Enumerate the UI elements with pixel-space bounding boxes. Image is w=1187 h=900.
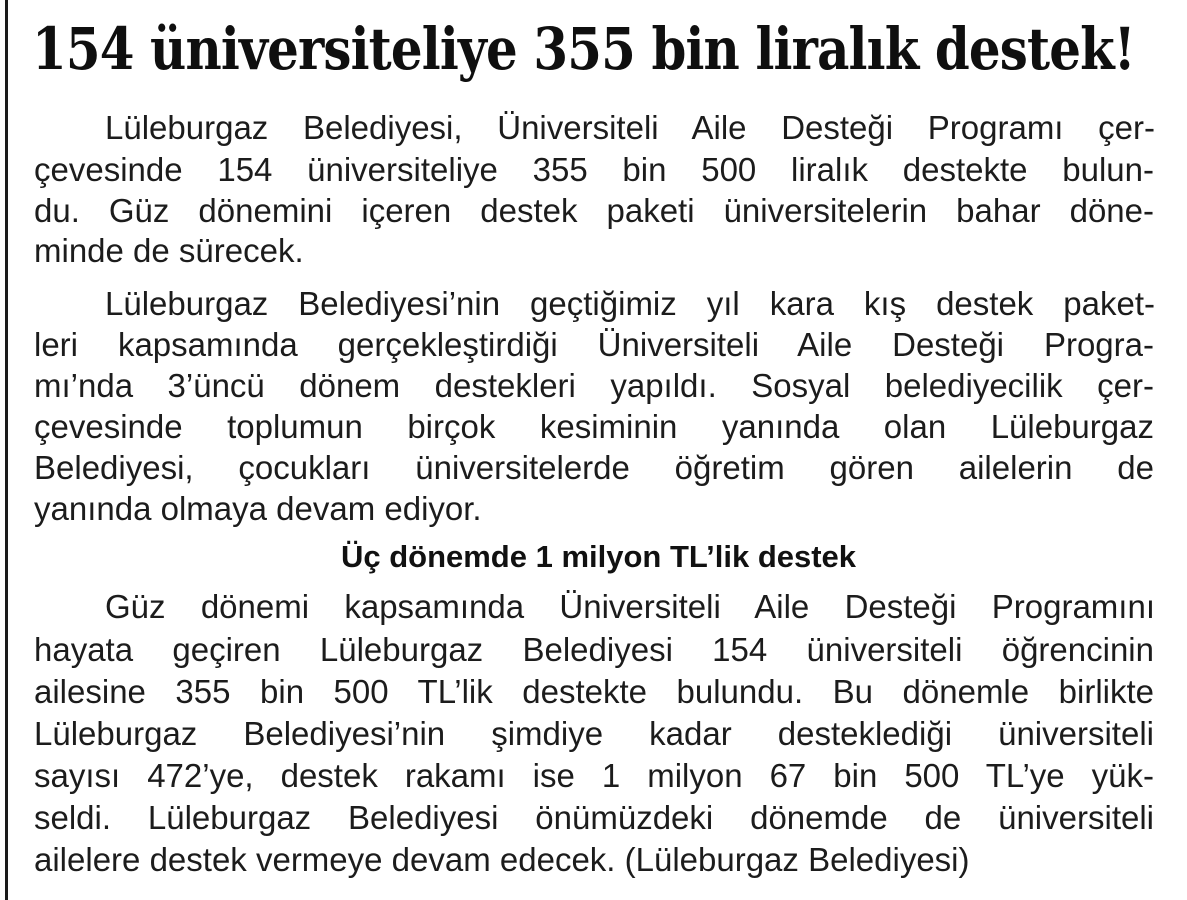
paragraph-3-line-3: ailesine 355 bin 500 TL’lik destekte bulundu. Bu dönemle birlikte — [34, 673, 1154, 710]
paragraph-1-line-3: du. Güz dönemini içeren destek paketi üniversitelerin bahar döne- — [34, 192, 1154, 229]
paragraph-2-line-4: çevesinde toplumun birçok kesiminin yanında olan Lüleburgaz — [34, 408, 1154, 445]
paragraph-3-line-2: hayata geçiren Lüleburgaz Belediyesi 154 üniversiteli öğrencinin — [34, 631, 1154, 668]
paragraph-3-line-7: ailelere destek vermeye devam edecek. (Lüleburgaz Belediyesi) — [34, 841, 970, 878]
paragraph-1-line-2: çevesinde 154 üniversiteliye 355 bin 500 liralık destekte bulun- — [34, 151, 1154, 188]
article-subheading: Üç dönemde 1 milyon TL’lik destek — [340, 539, 857, 574]
paragraph-1-line-4: minde de sürecek. — [34, 232, 304, 269]
paragraph-2-line-6: yanında olmaya devam ediyor. — [34, 490, 482, 527]
paragraph-3-line-4: Lüleburgaz Belediyesi’nin şimdiye kadar desteklediği üniversiteli — [34, 715, 1154, 752]
paragraph-2-line-3: mı’nda 3’üncü dönem destekleri yapıldı. Sosyal belediyecilik çer- — [34, 367, 1154, 404]
paragraph-2-line-1: Lüleburgaz Belediyesi’nin geçtiğimiz yıl kara kış destek paket- — [105, 285, 1155, 322]
paragraph-3-line-6: seldi. Lüleburgaz Belediyesi önümüzdeki dönemde de üniversiteli — [34, 799, 1154, 836]
paragraph-1-line-1: Lüleburgaz Belediyesi, Üniversiteli Aile Desteği Programı çer- — [105, 109, 1155, 146]
paragraph-3-line-5: sayısı 472’ye, destek rakamı ise 1 milyon 67 bin 500 TL’ye yük- — [34, 757, 1154, 794]
paragraph-2-line-5: Belediyesi, çocukları üniversitelerde öğretim gören ailelerin de — [34, 449, 1154, 486]
paragraph-3-line-1: Güz dönemi kapsamında Üniversiteli Aile Desteği Programını — [105, 588, 1155, 625]
paragraph-2-line-2: leri kapsamında gerçekleştirdiği Üniversiteli Aile Desteği Progra- — [34, 326, 1154, 363]
article-headline: 154 üniversiteliye 355 bin liralık destek! — [32, 15, 1135, 83]
